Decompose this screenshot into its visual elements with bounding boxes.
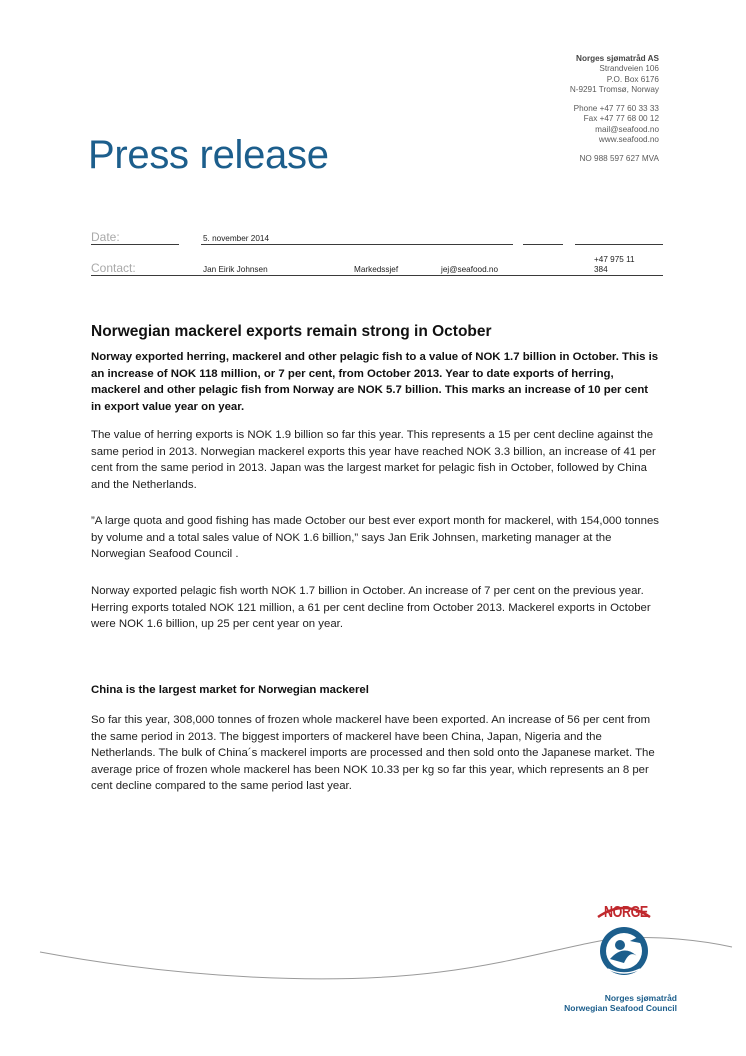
contact-email[interactable]: jej@seafood.no: [441, 265, 499, 274]
body-paragraph: So far this year, 308,000 tonnes of frozen whole mackerel have been exported. An increase of 56 per cent from the same period in 2013. The biggest importers of mackerel have been China, Japan, Nigeria and the Netherlands. The bulk of China´s mackerel imports are processed and then sold onto the Japanese market. The average price of frozen whole mackerel has been NOK 10.33 per kg so far this year, which represents an 8 per cent decline compared to the same period last year.: [91, 714, 655, 793]
contact-label: Contact:: [91, 261, 136, 275]
email-link[interactable]: mail@seafood.no: [595, 124, 659, 134]
contact-role: Markedssjef: [354, 265, 399, 274]
city: N-9291 Tromsø, Norway: [569, 84, 659, 94]
brand-name-en: Norwegian Seafood Council: [564, 1003, 677, 1013]
contact-phone-line2: 384: [594, 265, 608, 274]
date-label: Date:: [91, 230, 120, 244]
logo-wordmark: NORGE: [604, 904, 648, 921]
article-headline: Norwegian mackerel exports remain strong in October: [91, 323, 492, 340]
po-box: P.O. Box 6176: [606, 74, 659, 84]
brand-name-no: Norges sjømatråd: [604, 993, 677, 1003]
divider: [201, 244, 513, 245]
contact-phone: [594, 255, 635, 275]
page-title: Press release: [88, 133, 329, 177]
web-link[interactable]: www.seafood.no: [598, 135, 659, 145]
address-block: [570, 54, 659, 165]
date-value: 5. november 2014: [203, 234, 269, 243]
divider: [523, 244, 563, 245]
lead-paragraph: Norway exported herring, mackerel and other pelagic fish to a value of NOK 1.7 billion in October. This is an increase of NOK 118 million, or 7 per cent, from October 2013. Year to date exports of herring, mackerel and other pelagic fish from Norway are NOK 5.7 billion. This marks an increase of 10 per cent in export value year on year.: [91, 351, 659, 413]
body-paragraph: Norway exported pelagic fish worth NOK 1.7 billion in October. An increase of 7 per cent on the previous year. Herring exports totaled NOK 121 million, a 61 per cent decline from October 2013. Mackerel exports in October were NOK 1.6 billion, up 25 per cent year on year.: [91, 585, 651, 631]
fax: Fax +47 77 68 00 12: [583, 114, 659, 124]
divider: [91, 275, 663, 276]
body-paragraph: The value of herring exports is NOK 1.9 billion so far this year. This represents a 15 per cent decline against the same period in 2013. Norwegian mackerel exports this year have reached NOK 3.3 billion, an increase of 41 per cent from the same period in 2013. Japan was the largest market for pelagic fish in October, followed by China and the Netherlands.: [91, 429, 656, 491]
org-number: NO 988 597 627 MVA: [579, 154, 659, 164]
divider: [575, 244, 663, 245]
street: Strandveien 106: [599, 64, 659, 74]
phone: Phone +47 77 60 33 33: [573, 104, 659, 114]
divider: [91, 244, 179, 245]
contact-name: Jan Eirik Johnsen: [203, 265, 268, 274]
section-subheading: China is the largest market for Norwegian mackerel: [91, 684, 369, 696]
quote-paragraph: ”A large quota and good fishing has made October our best ever export month for mackerel, with 154,000 tonnes by volume and a total sales value of NOK 1.6 billion,” says Jan Erik Johnsen, marketing manager at the Norwegian Seafood Council .: [91, 515, 659, 561]
org-name: Norges sjømatråd AS: [576, 54, 659, 63]
contact-phone-line1: +47 975 11: [594, 255, 635, 264]
